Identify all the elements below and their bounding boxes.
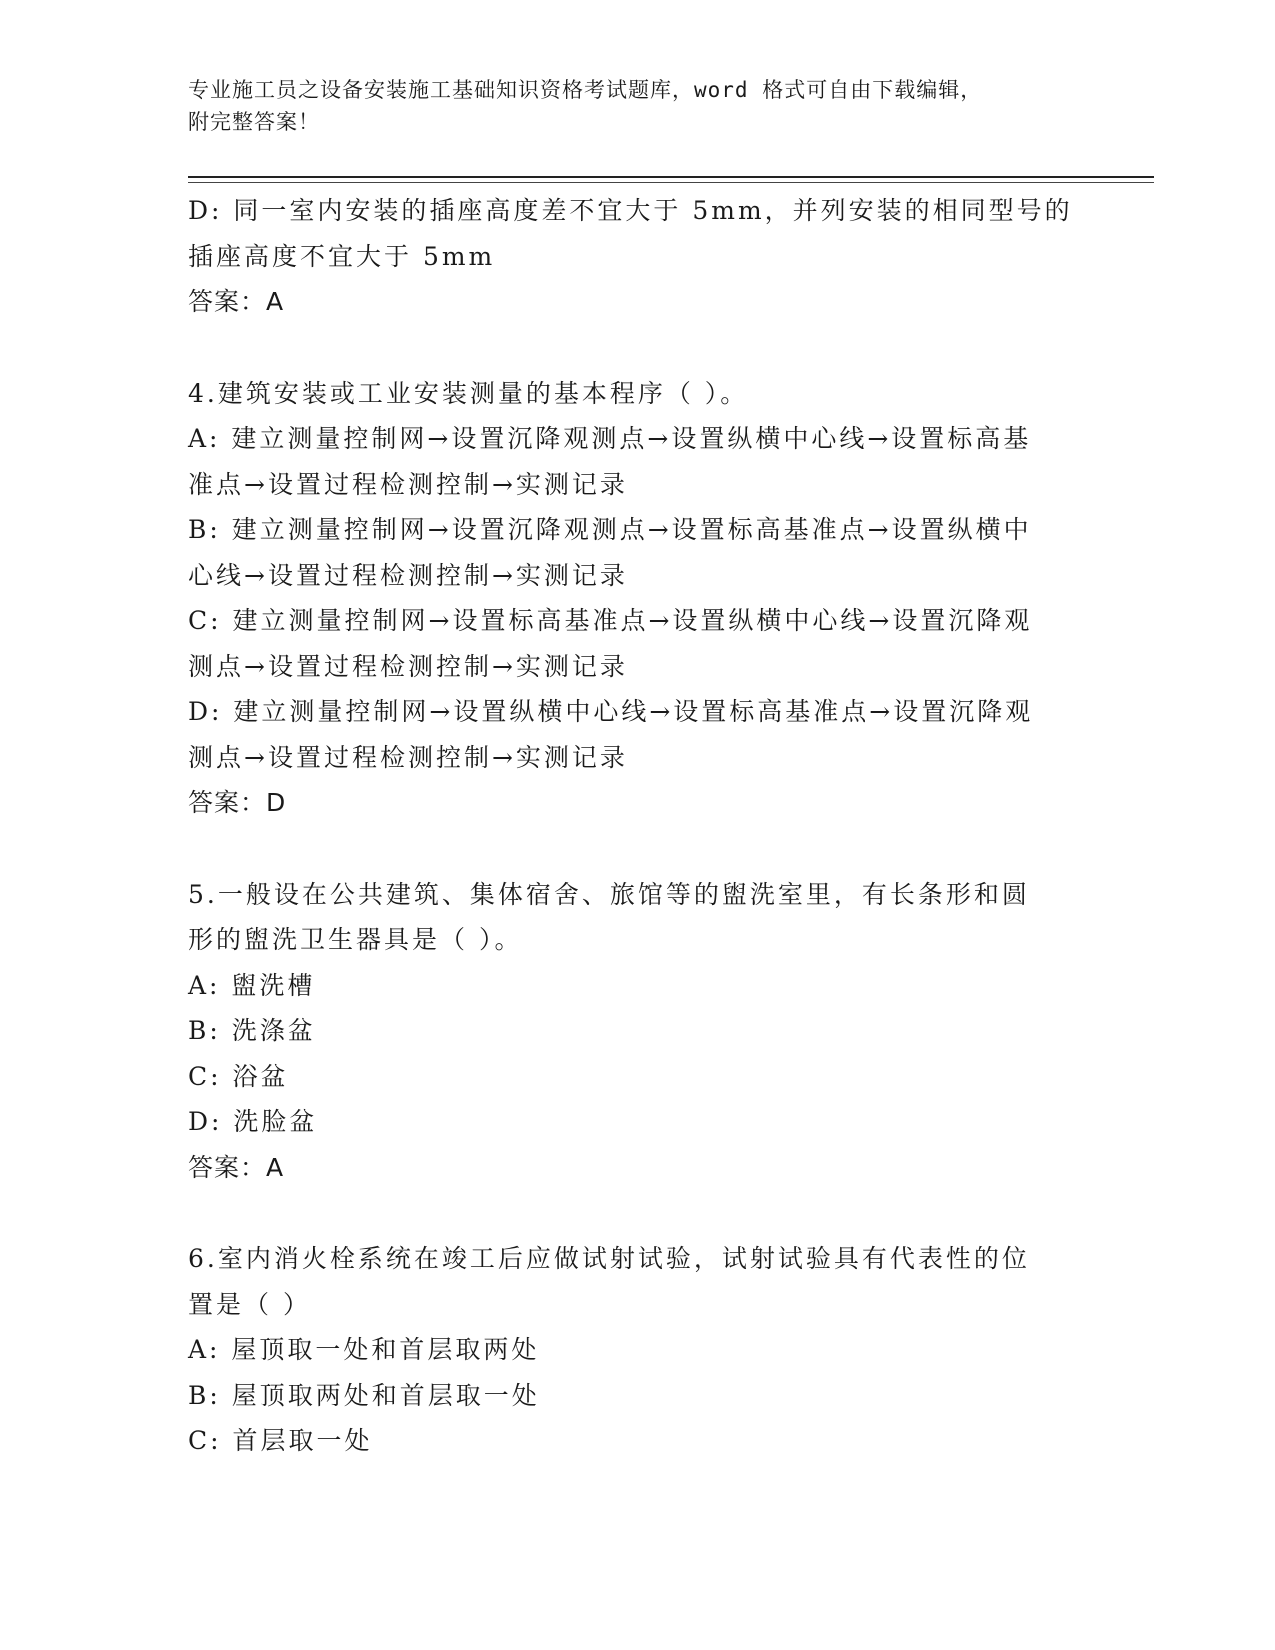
question-text-line-2: 形的盥洗卫生器具是（ ）。 [188, 925, 523, 954]
option-d: D: 洗脸盆 [188, 1107, 318, 1136]
question-text-line-2: 置是（ ） [188, 1289, 311, 1319]
answer-label: 答案：A [188, 1152, 285, 1182]
option-d-line-1: D: 同一室内安装的插座高度差不宜大于 5mm，并列安装的相同型号的 [188, 196, 1073, 225]
header-line-1: 专业施工员之设备安装施工基础知识资格考试题库，word 格式可自由下载编辑， [188, 78, 983, 102]
option-d-line-2: 插座高度不宜大于 5mm [188, 241, 496, 271]
question-text-line-1: 6.室内消火栓系统在竣工后应做试射试验，试射试验具有代表性的位 [188, 1244, 1030, 1273]
question-text-line-1: 5.一般设在公共建筑、集体宿舍、旅馆等的盥洗室里，有长条形和圆 [188, 879, 1030, 909]
document-header [188, 74, 1068, 138]
header-divider-thin [188, 182, 1154, 183]
option-c-line-1: C: 建立测量控制网→设置标高基准点→设置纵横中心线→设置沉降观 [188, 606, 1033, 635]
answer-label: 答案：A [188, 287, 285, 316]
option-a: A: 屋顶取一处和首层取两处 [188, 1335, 540, 1364]
option-a: A: 盥洗槽 [188, 970, 316, 1000]
option-b: B: 屋顶取两处和首层取一处 [188, 1380, 540, 1410]
option-b-line-1: B: 建立测量控制网→设置沉降观测点→设置标高基准点→设置纵横中 [188, 515, 1032, 544]
option-c: C: 浴盆 [188, 1061, 289, 1091]
option-c: C: 首层取一处 [188, 1426, 373, 1455]
question-text: 4.建筑安装或工业安装测量的基本程序（ ）。 [188, 378, 749, 408]
question-5 [188, 872, 1078, 1191]
option-a-line-2: 准点→设置过程检测控制→实测记录 [188, 469, 628, 499]
answer-label: 答案：D [188, 788, 287, 817]
spacer [188, 1190, 1078, 1236]
question-content [188, 188, 1078, 1464]
question-6 [188, 1236, 1078, 1464]
header-line-2: 附完整答案！ [188, 110, 320, 134]
option-a-line-1: A: 建立测量控制网→设置沉降观测点→设置纵横中心线→设置标高基 [188, 424, 1032, 453]
header-divider-thick [188, 176, 1154, 178]
option-d-line-1: D: 建立测量控制网→设置纵横中心线→设置标高基准点→设置沉降观 [188, 697, 1034, 726]
spacer [188, 325, 1078, 371]
option-c-line-2: 测点→设置过程检测控制→实测记录 [188, 651, 628, 681]
option-b-line-2: 心线→设置过程检测控制→实测记录 [188, 560, 628, 590]
question-3-tail [188, 188, 1078, 325]
option-b: B: 洗涤盆 [188, 1016, 316, 1045]
question-4 [188, 371, 1078, 826]
spacer [188, 826, 1078, 872]
option-d-line-2: 测点→设置过程检测控制→实测记录 [188, 742, 628, 772]
